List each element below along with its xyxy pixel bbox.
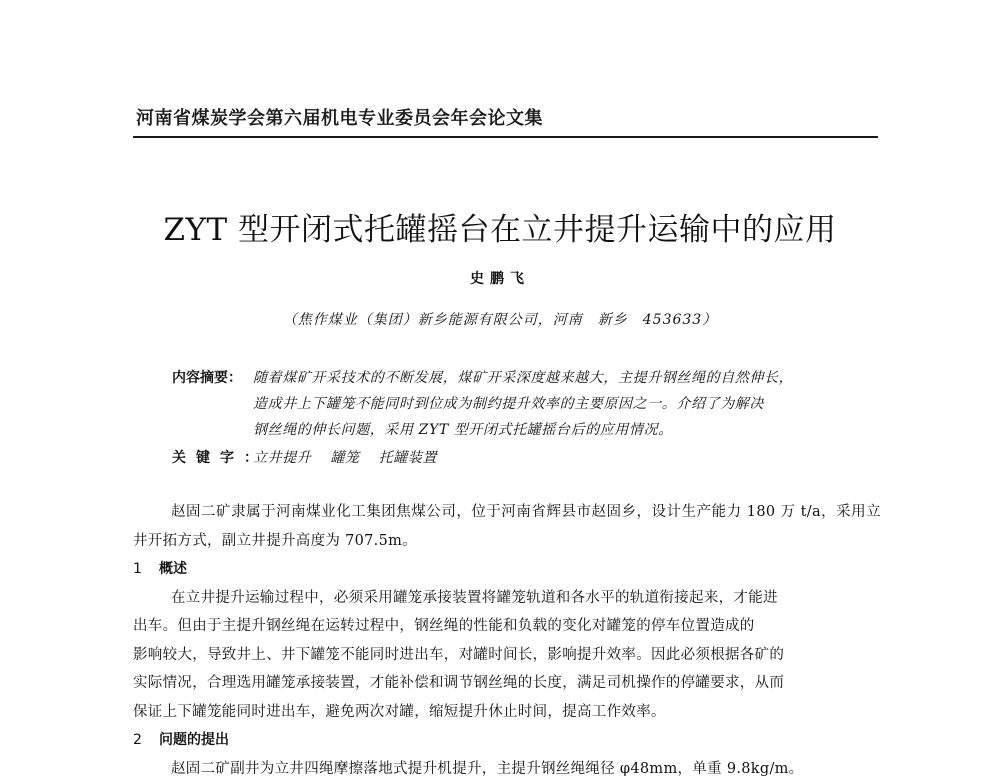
paragraph-line: 实际情况，合理选用罐笼承接装置，才能补偿和调节钢丝绳的长度，满足司机操作的停罐要求，从而: [133, 669, 881, 698]
running-header: 河南省煤炭学会第六届机电专业委员会年会论文集: [136, 104, 543, 130]
abstract-row: [172, 365, 887, 391]
abstract-line: 钢丝绳的伸长问题，采用 ZYT 型开闭式托罐摇台后的应用情况。: [172, 417, 887, 443]
abstract-label: 内容摘要：: [172, 365, 253, 391]
section1-paragraph: [133, 584, 881, 727]
body-text: [133, 498, 881, 783]
header-rule: [133, 136, 878, 138]
paper-title: ZYT 型开闭式托罐摇台在立井提升运输中的应用: [0, 204, 1000, 249]
abstract: [172, 365, 887, 443]
affiliation: （焦作煤业（集团）新乡能源有限公司，河南 新乡 453633）: [0, 309, 1000, 329]
abstract-line: 随着煤矿开采技术的不断发展，煤矿开采深度越来越大，主提升钢丝绳的自然伸长，: [253, 365, 887, 391]
paragraph-line: 赵固二矿副井为立井四绳摩擦落地式提升机提升，主提升钢丝绳绳径 φ48mm，单重 9.8kg/m。: [133, 755, 881, 783]
keywords-label: 关键字：: [172, 447, 253, 467]
section-heading: [133, 726, 881, 755]
paragraph-line: 在立井提升运输过程中，必须采用罐笼承接装置将罐笼轨道和各水平的轨道衔接起来，才能进: [133, 584, 881, 613]
paragraph-line: 保证上下罐笼能同时进出车，避免两次对罐，缩短提升休止时间，提高工作效率。: [133, 698, 881, 727]
keywords: [172, 447, 437, 467]
section-number: 2: [133, 726, 159, 755]
author: 史鹏飞: [0, 268, 1000, 288]
abstract-line: 造成井上下罐笼不能同时到位成为制约提升效率的主要原因之一。介绍了为解决: [172, 391, 887, 417]
keywords-text: 立井提升 罐笼 托罐装置: [253, 447, 437, 467]
section-title: 概述: [159, 561, 187, 577]
section-number: 1: [133, 555, 159, 584]
paragraph-line: 影响较大，导致井上、井下罐笼不能同时进出车，对罐时间长，影响提升效率。因此必须根据各矿的: [133, 641, 881, 670]
section-heading: [133, 555, 881, 584]
intro-paragraph: 赵固二矿隶属于河南煤业化工集团焦煤公司，位于河南省辉县市赵固乡，设计生产能力 180 万 t/a，采用立井开拓方式，副立井提升高度为 707.5m。: [133, 498, 881, 555]
section2-paragraph: [133, 755, 881, 783]
section-title: 问题的提出: [159, 732, 229, 748]
paragraph-line: 出车。但由于主提升钢丝绳在运转过程中，钢丝绳的性能和负载的变化对罐笼的停车位置造成的: [133, 612, 881, 641]
